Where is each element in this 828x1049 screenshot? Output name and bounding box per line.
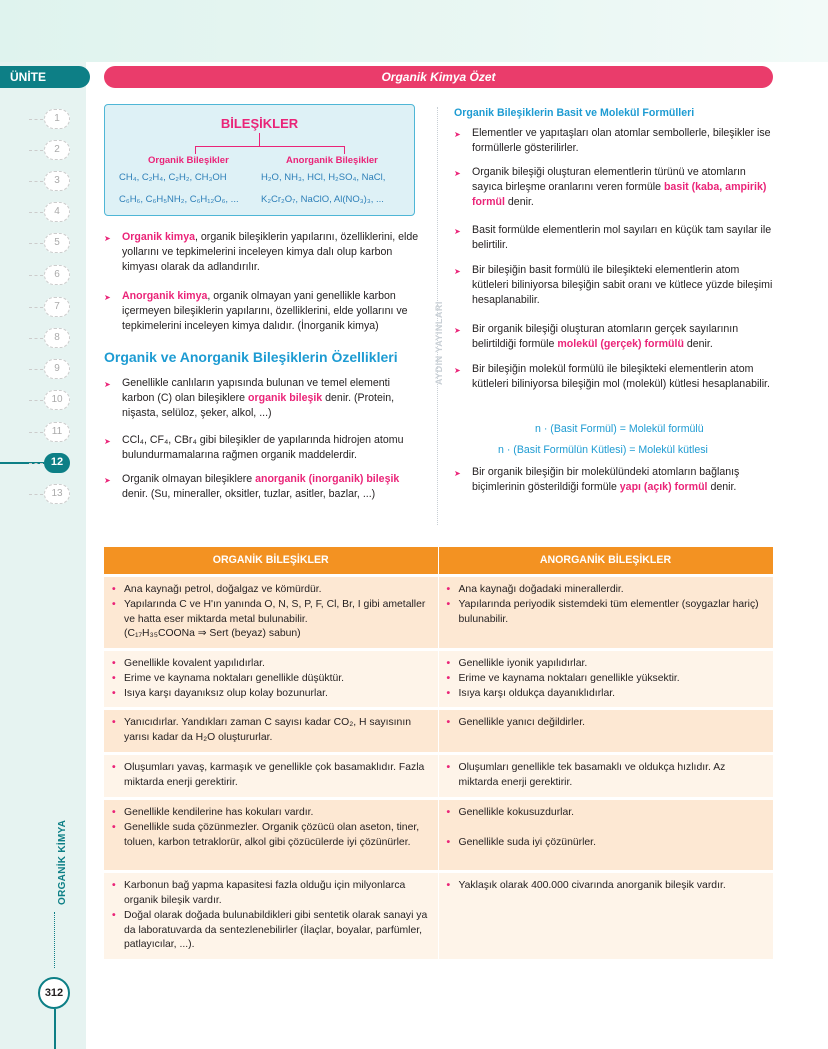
arrow-bullet-icon: ➤ [454,267,461,276]
paragraph: ➤ Bir bileşiğin basit formülü ile bileşikteki elementlerin atom kütleleri biliniyorsa bileşiğin sabit oranı ve kütlece yüzde bileşimi hesaplanabilir. [454,264,773,307]
tree-right [344,146,345,154]
list-item: • Genellikle kokusuzdurlar. [447,806,765,821]
organic-examples: C₆H₆, C₆H₅NH₂, C₆H₁₂O₆, ... [119,194,239,205]
organic-examples: CH₄, C₂H₄, C₂H₂, CH₃OH [119,172,227,183]
arrow-bullet-icon: ➤ [454,227,461,236]
list-item: • Karbonun bağ yapma kapasitesi fazla olduğu için milyonlarca organik bileşik vardır. [112,879,430,909]
arrow-bullet-icon: ➤ [104,437,111,446]
chapter-marker-active[interactable]: 12 [44,453,70,473]
list-item: • Genellikle suda iyi çözünürler. [447,836,765,851]
list-item: • Yapılarında periyodik sistemdeki tüm elementler (soygazlar hariç) bulunabilir. [447,598,765,628]
top-band [0,0,828,62]
list-item: • Yanıcıdırlar. Yandıkları zaman C sayısı kadar CO₂, H sayısının yarısı kadar da H₂O oluştururlar. [112,716,430,746]
list-item: • Erime ve kaynama noktaları genellikle yüksektir. [447,672,765,687]
list-item: • Genellikle kendilerine has kokuları vardır. [112,806,430,821]
chapter-marker[interactable]: 1 [44,109,70,129]
chapter-marker[interactable]: 4 [44,202,70,222]
inorganic-heading: Anorganik Bileşikler [286,155,378,166]
chapter-marker[interactable]: 7 [44,297,70,317]
compounds-box [104,104,415,216]
table-row [104,873,773,959]
list-item: • Isıya karşı oldukça dayanıklıdırlar. [447,687,765,702]
chapter-marker[interactable]: 10 [44,390,70,410]
table-row [104,710,773,752]
publisher-watermark: AYDIN YAYINLARI [434,301,444,385]
arrow-bullet-icon: ➤ [454,366,461,375]
arrow-bullet-icon: ➤ [454,169,461,178]
section-heading: Organik Bileşiklerin Basit ve Molekül Formülleri [454,107,695,119]
arrow-bullet-icon: ➤ [454,469,461,478]
chapter-marker[interactable]: 2 [44,140,70,160]
list-item: • Ana kaynağı petrol, doğalgaz ve kömürdür. [112,583,430,598]
dotted-line [54,912,55,968]
arrow-bullet-icon: ➤ [104,380,111,389]
arrow-bullet-icon: ➤ [104,476,111,485]
chapter-marker[interactable]: 8 [44,328,70,348]
comparison-table [104,547,774,959]
list-item: • Ana kaynağı doğadaki minerallerdir. [447,583,765,598]
chapter-marker[interactable]: 9 [44,359,70,379]
unit-label: ÜNİTE [0,66,90,88]
list-item: • Yaklaşık olarak 400.000 civarında anorganik bileşik vardır. [447,879,765,894]
chapter-marker[interactable]: 5 [44,233,70,253]
paragraph: ➤ Anorganik kimya, organik olmayan yani genellikle karbon içermeyen bileşiklerin yapılarını, özelliklerini, elde yollarını ve tepkimelerini inceleyen kimya dalıdır. (İnorganik kimya) [104,290,408,333]
table-row [104,755,773,797]
list-item: • Erime ve kaynama noktaları genellikle düşüktür. [112,672,430,687]
list-item: • Oluşumları yavaş, karmaşık ve genellikle çok basamaklıdır. Fazla miktarda enerji gerektirir. [112,761,430,791]
paragraph: ➤ Organik olmayan bileşiklere anorganik (inorganik) bileşik denir. (Su, mineraller, oksitler, tuzlar, asitler, bazlar, ...) [104,473,400,501]
paragraph: ➤ Genellikle canlıların yapısında bulunan ve temel elementi karbon (C) olan bileşiklere organik bileşik denir. (Protein, nişasta, selüloz, şeker, alkol, ...) [104,377,395,420]
subject-label: ORGANİK KİMYA [57,819,68,905]
list-item: (C₁₇H₃₅COONa ⇒ Sert (beyaz) sabun) [124,628,301,640]
section-heading: Organik ve Anorganik Bileşiklerin Özellikleri [104,349,398,365]
bottom-line [54,1009,56,1049]
arrow-bullet-icon: ➤ [454,326,461,335]
arrow-bullet-icon: ➤ [104,293,111,302]
paragraph: ➤ Basit formülde elementlerin mol sayıları en küçük tam sayılar ile belirtilir. [454,224,772,252]
paragraph: ➤ Elementler ve yapıtaşları olan atomlar sembollerle, bileşikler ise formüllerle gösterilirler. [454,127,771,155]
arrow-bullet-icon: ➤ [454,130,461,139]
paragraph: ➤ CCl₄, CF₄, CBr₄ gibi bileşikler de yapılarında hidrojen atomu bulundurmamalarına rağmen organik maddelerdir. [104,434,404,462]
list-item: • Genellikle yanıcı değildirler. [447,716,765,731]
table-row [104,651,773,707]
inorganic-examples: H₂O, NH₃, HCl, H₂SO₄, NaCl, [261,172,386,183]
paragraph: ➤ Bir organik bileşiği oluşturan atomların gerçek sayılarının belirtildiği formüle molekül (gerçek) formülü denir. [454,323,739,351]
chapter-marker[interactable]: 13 [44,484,70,504]
left-rail [0,62,86,1049]
page-title: Organik Kimya Özet [104,66,773,88]
tree-branch [195,146,344,147]
paragraph: ➤ Organik kimya, organik bileşiklerin yapılarını, özelliklerini, elde yollarını ve tepkimelerini inceleyen kimya dalı olup karbon kimyası olarak da adlandırılır. [104,231,419,274]
table-row [104,577,773,648]
list-item: • Genellikle kovalent yapılıdırlar. [112,657,430,672]
formula: n · (Basit Formül) = Molekül formülü [535,423,704,435]
list-item: • Isıya karşı dayanıksız olup kolay bozunurlar. [112,687,430,702]
arrow-bullet-icon: ➤ [104,234,111,243]
page-number: 312 [38,977,70,1009]
list-item: • Genellikle iyonik yapılıdırlar. [447,657,765,672]
chapter-marker[interactable]: 6 [44,265,70,285]
table-row [104,800,773,870]
tree-stem [259,133,260,146]
paragraph: ➤ Bir bileşiğin molekül formülü ile bileşikteki elementlerin atom kütleleri biliniyorsa bileşiğin mol (molekül) kütlesi hesaplanabilir. [454,363,770,391]
chapter-marker[interactable]: 3 [44,171,70,191]
box-title: BİLEŞİKLER [220,116,299,131]
paragraph: ➤ Bir organik bileşiğin bir molekülündeki atomların bağlanış biçimlerinin gösterildiği formüle yapı (açık) formül denir. [454,466,740,494]
list-item: • Genellikle suda çözünmezler. Organik çözücü olan aseton, tiner, toluen, karbon tetraklorür, alkol gibi çözücülerde iyi çözünürler. [112,821,430,851]
list-item: • Doğal olarak doğada bulunabildikleri gibi sentetik olarak sanayi ya da laboratuvarda da sentezlenebilirler (İlaçlar, boyalar, parfümler, patlayıcılar, ...). [112,909,430,953]
paragraph: ➤ Organik bileşiği oluşturan elementlerin türünü ve atomların sayıca birleşme oranlarını veren formüle basit (kaba, ampirik) formül denir. [454,166,767,209]
list-item: • Yapılarında C ve H'ın yanında O, N, S, P, F, Cl, Br, I gibi ametaller ve hatta eser miktarda metal bulunabilir. [112,598,430,628]
list-item: • Oluşumları genellikle tek basamaklı ve oldukça hızlıdır. Az miktarda enerji gerektirir. [447,761,765,791]
table-header: ANORGANİK BİLEŞİKLER [438,547,773,574]
chapter-marker[interactable]: 11 [44,422,70,442]
inorganic-examples: K₂Cr₂O₇, NaClO, Al(NO₃)₃, ... [261,194,384,205]
table-header: ORGANİK BİLEŞİKLER [104,547,438,574]
formula: n · (Basit Formülün Kütlesi) = Molekül kütlesi [498,444,708,456]
organic-heading: Organik Bileşikler [148,155,229,166]
tree-left [195,146,196,154]
